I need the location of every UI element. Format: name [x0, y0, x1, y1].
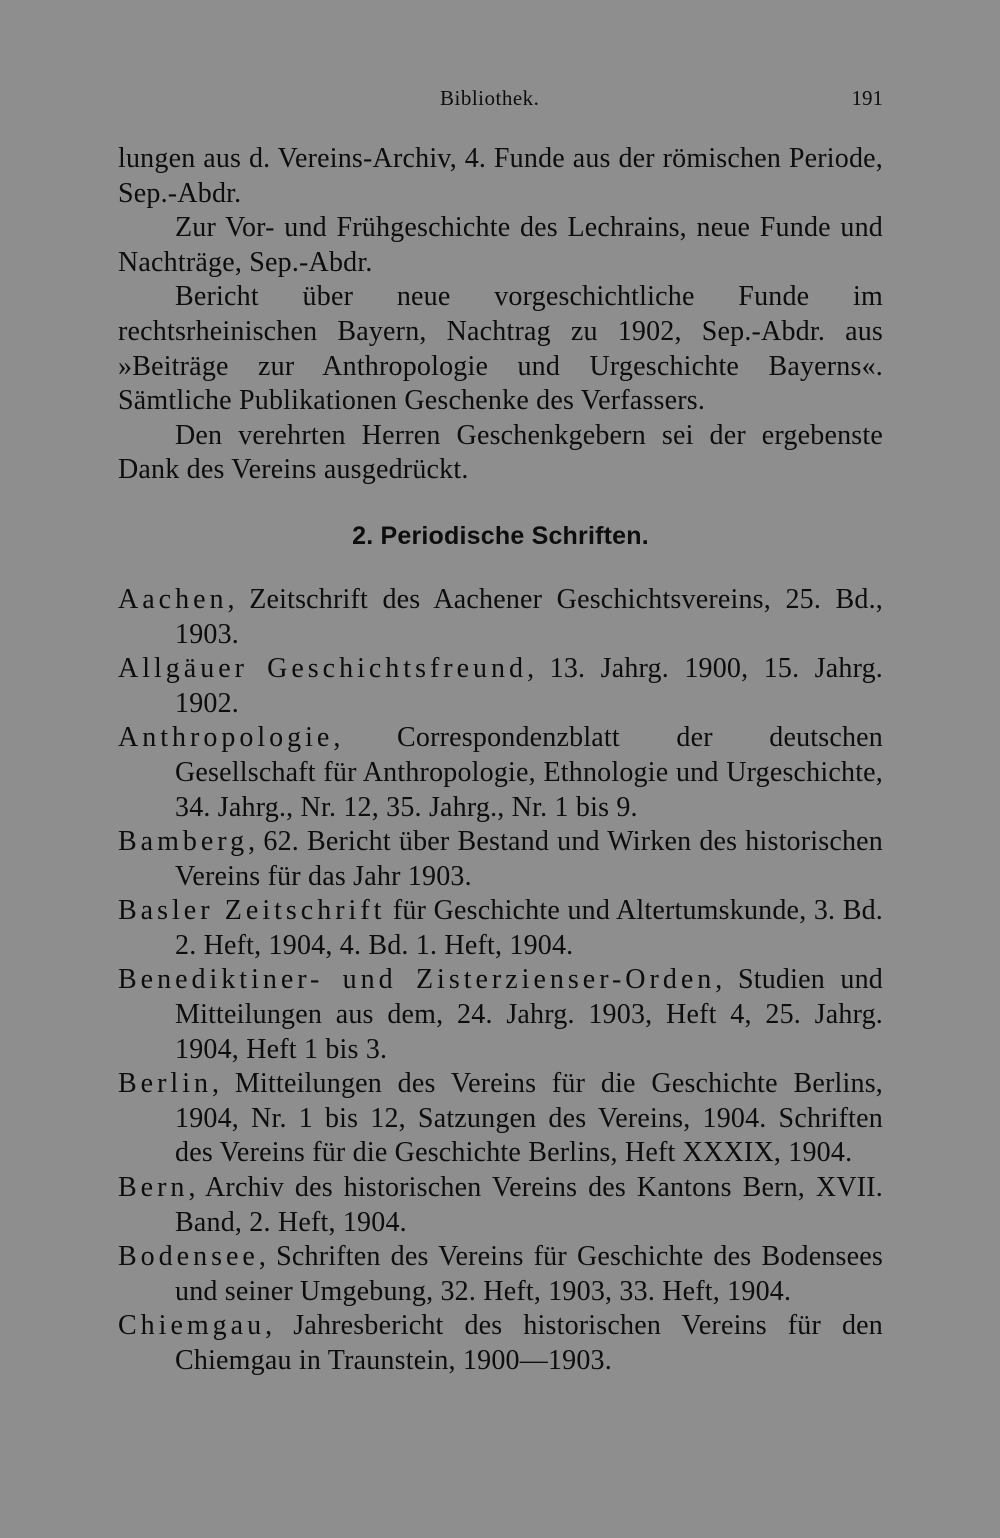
page-number: 191	[851, 86, 883, 110]
list-item	[118, 652, 883, 721]
list-item	[118, 894, 883, 963]
entry-lead: Bern	[118, 1172, 189, 1204]
list-item	[118, 1067, 883, 1171]
acknowledgement-paragraph: Den verehrten Herren Geschenkgebern sei der ergebenste Dank des Vereins ausgedrückt.	[118, 419, 883, 486]
intro-paragraph-lechrain: Zur Vor- und Frühgeschichte des Lechrains, neue Funde und Nachträge, Sep.-Abdr.	[118, 212, 883, 278]
entry-lead: Aachen	[118, 583, 228, 615]
entry-text: , Mitteilungen des Vereins für die Geschichte Berlins, 1904, Nr. 1 bis 12, Satzungen des Vereins, 1904. Schriften des Vereins für die Geschichte Berlins, Heft XXXIX, 1904.	[175, 1068, 883, 1169]
entry-lead: Benediktiner- und Zisterzienser-Orden	[118, 964, 716, 996]
periodicals-list	[118, 583, 883, 1379]
section-heading: 2. Periodische Schriften.	[352, 521, 649, 550]
entry-text: , Zeitschrift des Aachener Geschichtsvereins, 25. Bd., 1903.	[175, 583, 883, 650]
entry-text: , Jahresbericht des historischen Vereins für den Chiemgau in Traunstein, 1900—1903.	[175, 1310, 883, 1376]
entry-text: , Schriften des Vereins für Geschichte des Bodensees und seiner Umgebung, 32. Heft, 1903, 33. Heft, 1904.	[175, 1241, 883, 1307]
entry-lead: Chiemgau	[118, 1310, 266, 1342]
entry-text: für Geschichte und Altertumskunde, 3. Bd. 2. Heft, 1904, 4. Bd. 1. Heft, 1904.	[175, 895, 883, 961]
entry-text: , 13. Jahrg. 1900, 15. Jahrg. 1902.	[175, 653, 883, 719]
list-item	[118, 721, 883, 825]
list-item	[118, 1240, 883, 1309]
entry-text: , Archiv des historischen Vereins des Kantons Bern, XVII. Band, 2. Heft, 1904.	[175, 1172, 883, 1238]
entry-lead: Allgäuer Geschichtsfreund	[118, 653, 528, 685]
list-item	[118, 583, 883, 652]
entry-lead: Basler Zeitschrift	[118, 895, 386, 927]
page-header	[118, 86, 883, 120]
entry-lead: Bodensee	[118, 1241, 259, 1273]
list-item	[118, 1309, 883, 1378]
entry-text: , Correspondenzblatt der deutschen Gesellschaft für Anthropologie, Ethnologie und Urgeschichte, 34. Jahrg., Nr. 12, 35. Jahrg., Nr. 1 bis 9.	[175, 722, 883, 823]
entry-lead: Bamberg	[118, 826, 249, 858]
entry-lead: Anthropologie	[118, 722, 334, 754]
intro-paragraph-continued: lungen aus d. Vereins-Archiv, 4. Funde aus der römischen Periode, Sep.-Abdr.	[118, 143, 883, 209]
list-item	[118, 825, 883, 894]
entry-text: , Studien und Mitteilungen aus dem, 24. Jahrg. 1903, Heft 4, 25. Jahrg. 1904, Heft 1 bis 3.	[175, 964, 883, 1065]
page-body	[118, 142, 883, 1379]
intro-paragraph-bericht: Bericht über neue vorgeschichtliche Funde im rechtsrheinischen Bayern, Nachtrag zu 1902, Sep.-Abdr. aus »Beiträge zur Anthropologie und Urgeschichte Bayerns«. Sämtliche Publikationen Geschenke des Verfassers.	[118, 281, 883, 417]
entry-text: , 62. Bericht über Bestand und Wirken des historischen Vereins für das Jahr 1903.	[175, 826, 883, 892]
entry-lead: Berlin	[118, 1068, 212, 1100]
list-item	[118, 1171, 883, 1240]
running-title: Bibliothek.	[440, 86, 540, 110]
list-item	[118, 963, 883, 1067]
